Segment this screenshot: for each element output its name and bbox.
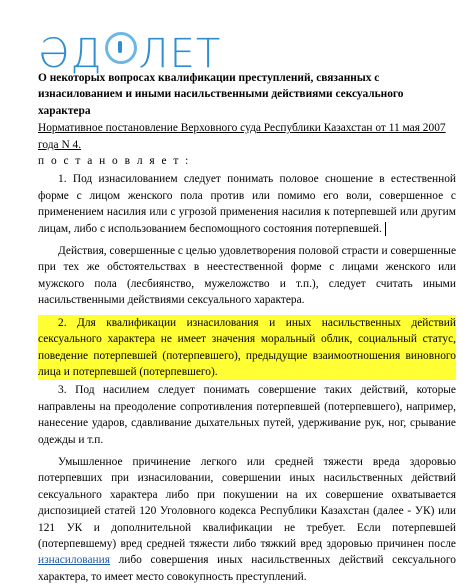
logo-text-left: ƏД [38,31,103,77]
paragraph-3b-text-b: либо совершения иных насильственных действий сексуального характера, то имеет место совокупность преступлений. [38,554,456,583]
paragraph-2-highlighted: 2. Для квалификации изнасилования и иных насильственных действий сексуального характера не имеет значения моральный облик, социальный статус, поведение потерпевшей (потерпевшего), предыдущие взаимоотношения виновного лица и потерпевшей (потерпевшего). [38,315,456,381]
paragraph-3: 3. Под насилием следует понимать совершение таких действий, которые направлены на преодоление сопротивления потерпевшей (потерпевшего), например, нанесение ударов, сдавливание дыхательных путей, удерживание рук, ног, срывание одежды и т.п. [38,384,456,446]
logo-text-right: ЛЕТ [138,31,222,77]
document-title: О некоторых вопросах квалификации преступлений, связанных с изнасилованием и иными насильственными действиями сексуального характера [38,72,404,117]
document-subtitle[interactable]: Нормативное постановление Верховного суда Республики Казахстан от 11 мая 2007 года N 4. [38,122,446,151]
rape-definition-link[interactable]: изнасилования [38,554,110,567]
text-cursor [385,222,386,236]
paragraph-1-text: 1. Под изнасилованием следует понимать половое сношение в естественной форме с лицом женского пола против или помимо его воли, совершенное с применением насилия или с угрозой применения насилия к потерпевшей или другим лицам, либо с использованием беспомощного состояния потерпевшей. [38,173,456,235]
paragraph-3b [38,454,456,585]
resolution-heading: п о с т а н о в л я е т : [38,155,191,168]
paragraph-1 [38,171,456,237]
paragraph-3b-text-a: Умышленное причинение легкого или средней тяжести вреда здоровью потерпевших при изнасиловании, совершении иных насильственных действий сексуального характера либо при покушении на их совершение охватывается диспозицией статей 120 Уголовного кодекса Республики Казахстан (далее - УК) или 121 УК и дополнительной квалификации не требует. Если потерпевшей (потерпевшему) вред средней тяжести либо тяжкий вред здоровью причинен после [38,455,456,550]
document-body [38,70,456,585]
info-icon [105,32,137,64]
paragraph-1b: Действия, совершенные с целью удовлетворения половой страсти и совершенные при тех же обстоятельствах в неестественной форме с лицами женского или мужского пола (лесбиянство, мужеложство и т.п.), следует считать иными насильственными действиями сексуального характера. [38,245,456,307]
